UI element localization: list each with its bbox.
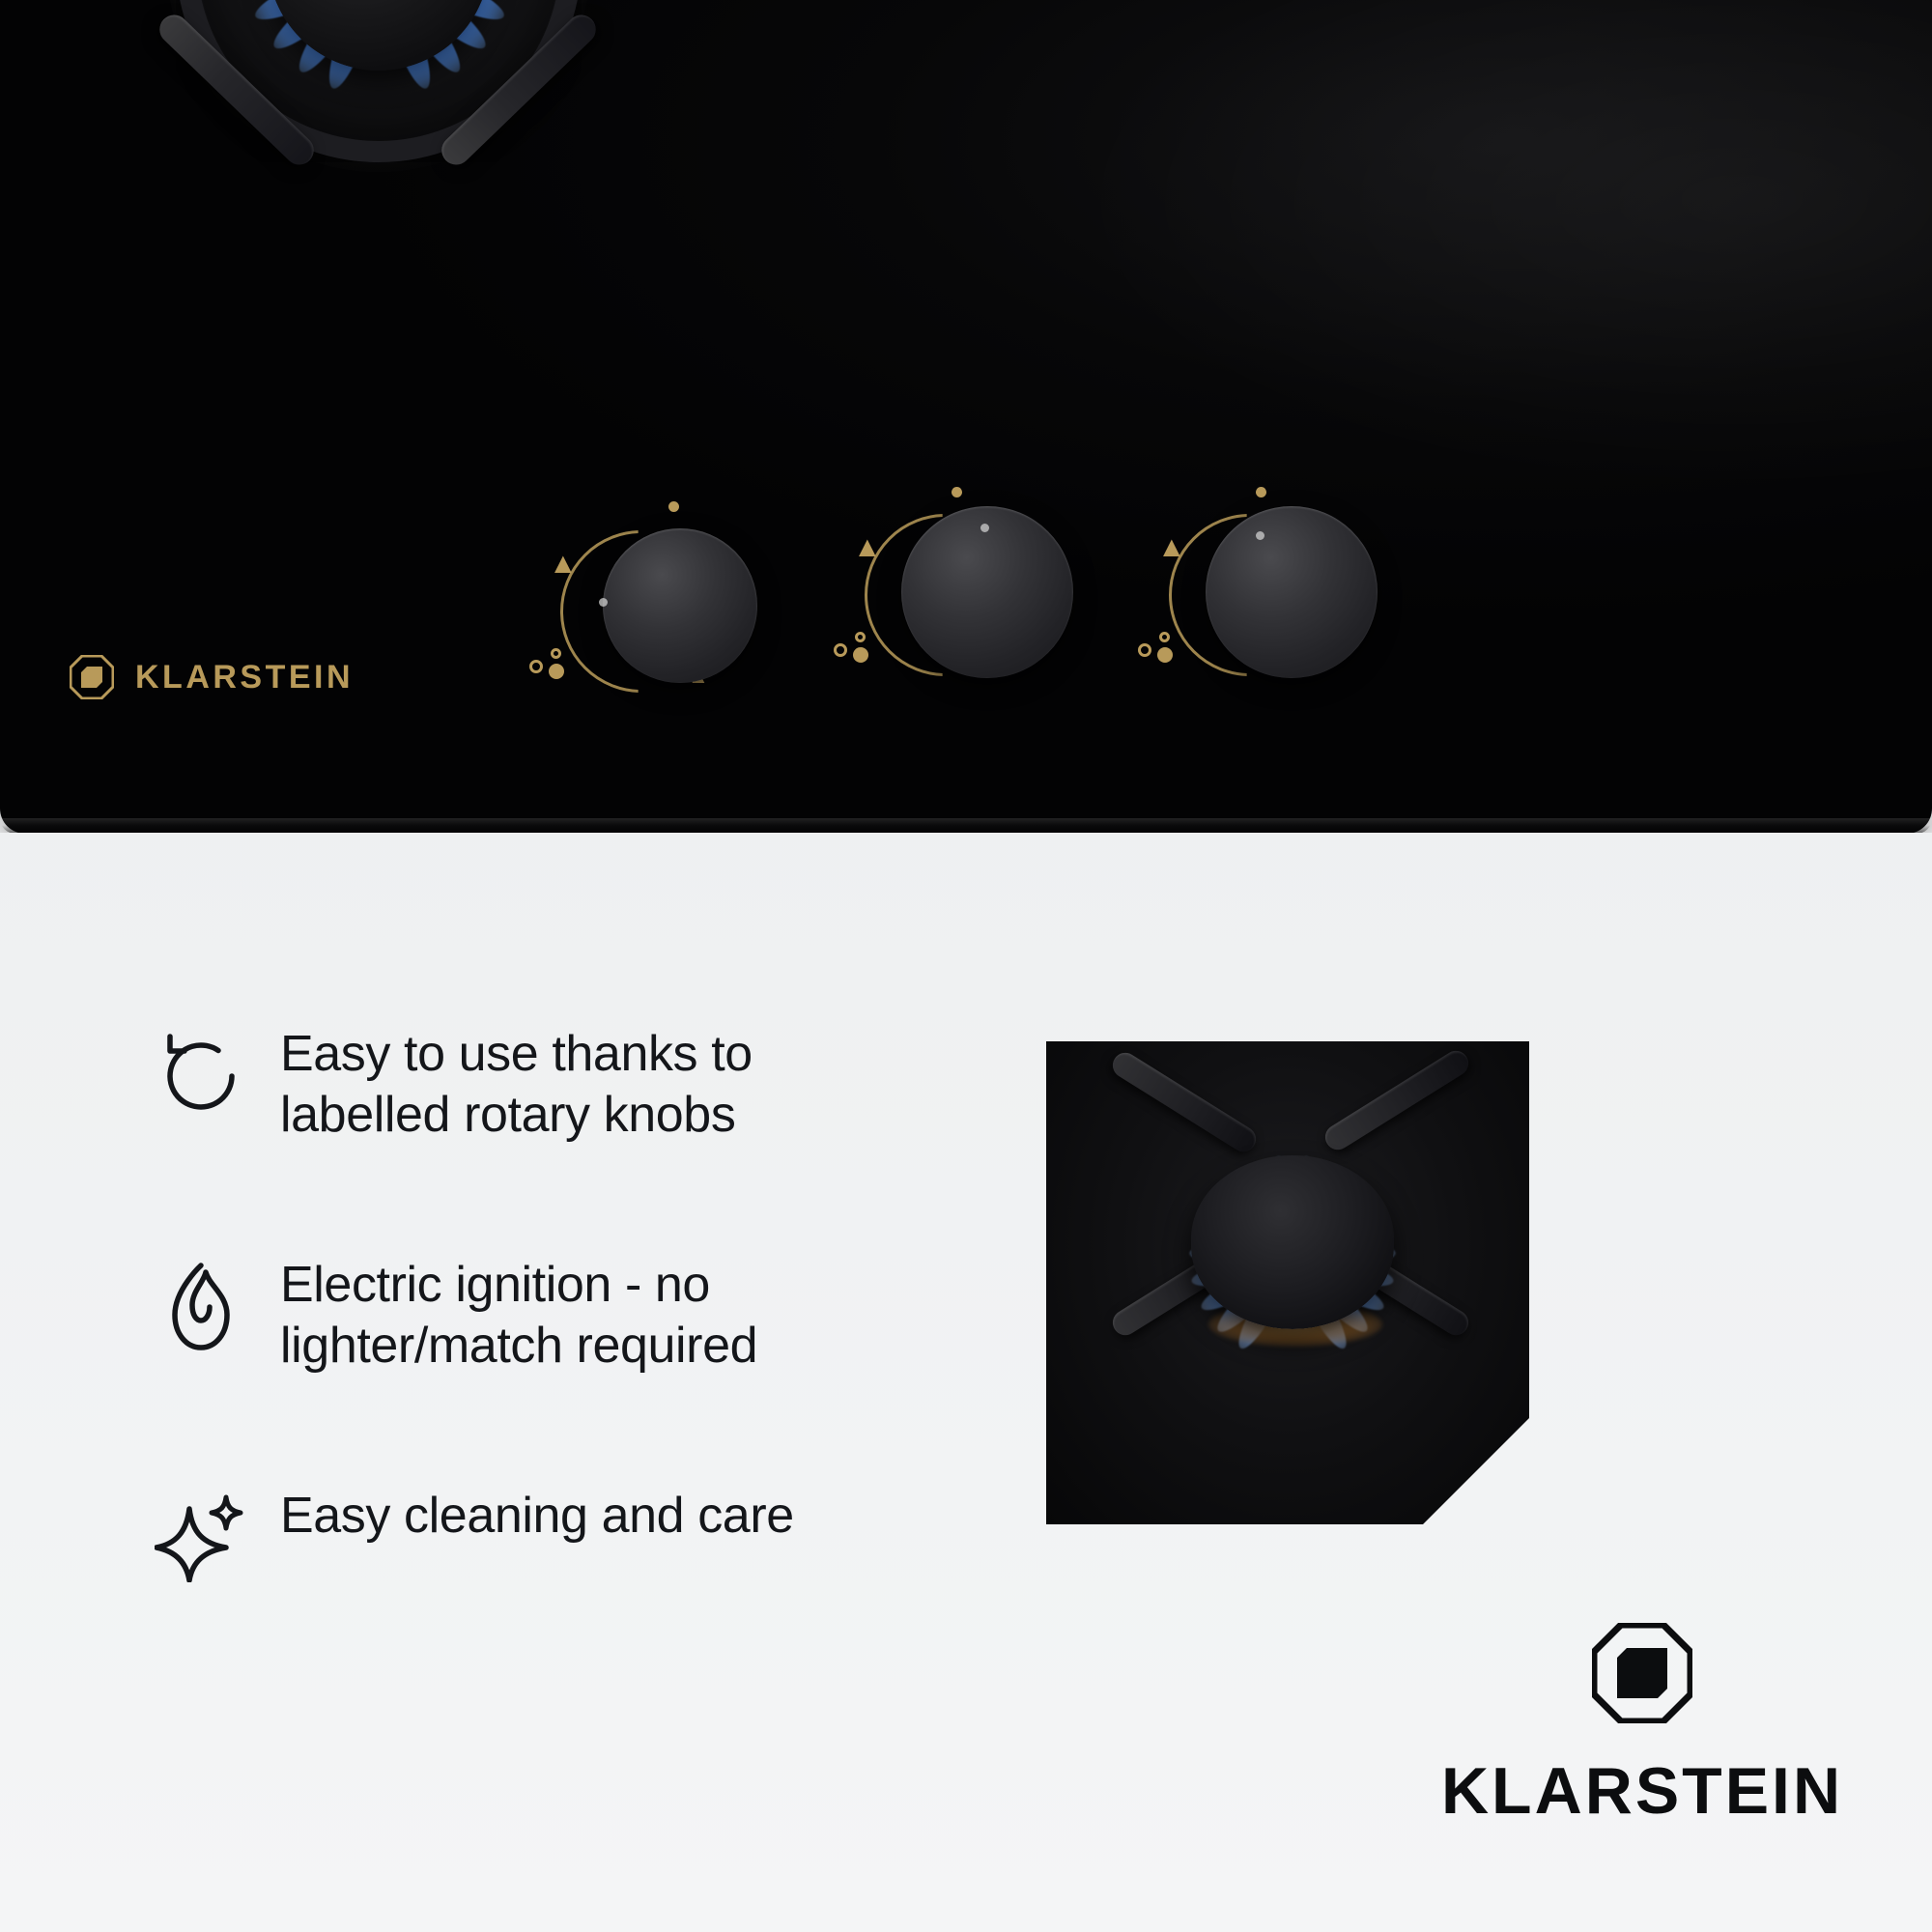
burner-closeup-image [1046, 1041, 1529, 1524]
klarstein-mark-icon [70, 655, 114, 699]
feature-item [155, 1255, 889, 1378]
brand-name: KLARSTEIN [1440, 1754, 1844, 1828]
small-flame-icon: ▲ [549, 548, 578, 580]
hob-brand-logo [70, 655, 354, 699]
feature-text: Electric ignition - no lighter/match required [280, 1256, 758, 1375]
spark-ignition-icon [529, 648, 574, 681]
flame-icon [155, 1261, 247, 1353]
control-knob-3[interactable] [1130, 479, 1381, 701]
knob-position-marker [668, 501, 679, 512]
hob-front-edge [0, 818, 1932, 833]
grate-arm [1321, 1046, 1473, 1154]
knob-position-marker [1256, 487, 1266, 497]
spark-ignition-icon [834, 632, 878, 665]
klarstein-mark-icon [1592, 1623, 1692, 1728]
feature-item [155, 1486, 889, 1584]
control-knob-2[interactable] [826, 479, 1077, 701]
grate-arm [1108, 1048, 1261, 1156]
knob-dial[interactable] [901, 506, 1073, 678]
feature-text: Easy to use thanks to labelled rotary knobs [280, 1026, 753, 1144]
knob-dial[interactable] [1206, 506, 1378, 678]
hob-brand-name: KLARSTEIN [135, 658, 355, 696]
hero-product-image [0, 0, 1932, 833]
rotary-knob-icon [155, 1030, 247, 1122]
control-knob-1[interactable] [522, 496, 773, 718]
control-knob-row [0, 0, 1932, 833]
small-flame-icon: ▲ [1157, 531, 1186, 563]
small-flame-icon: ▲ [853, 531, 882, 563]
burner-cap [1191, 1155, 1394, 1329]
feature-text: Easy cleaning and care [280, 1487, 794, 1544]
feature-item [155, 1024, 889, 1147]
knob-dial[interactable] [603, 528, 757, 683]
glass-gas-hob [0, 0, 1932, 833]
knob-position-marker [952, 487, 962, 497]
spark-ignition-icon [1138, 632, 1182, 665]
sparkle-icon [155, 1492, 247, 1584]
feature-list [155, 1024, 889, 1692]
brand-logo-bottom [1440, 1623, 1844, 1829]
